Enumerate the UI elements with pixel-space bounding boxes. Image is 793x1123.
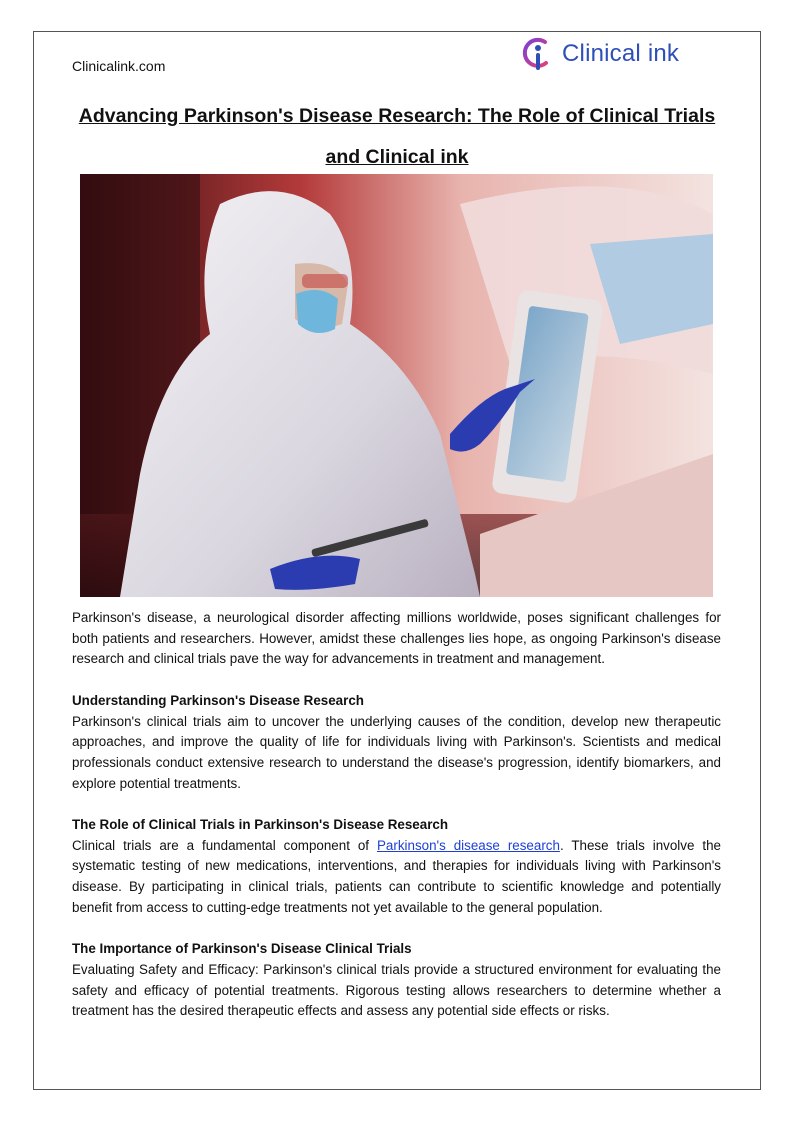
section-heading: Understanding Parkinson's Disease Research bbox=[72, 692, 364, 708]
paragraph-text: . These trials involve the systematic testing of new medications, interventions, and therapies for individuals living with Parkinson's disease. By participating in clinical trials, patients can contribute to scientific knowledge and potentially benefit from access to cutting-edge treatments not yet available to the general population. bbox=[72, 837, 721, 915]
parkinsons-research-link[interactable]: Parkinson's disease research bbox=[376, 837, 560, 853]
paragraph-text: Clinical trials are a fundamental component of bbox=[72, 837, 377, 853]
clinical-ink-logo-icon bbox=[522, 36, 554, 72]
page-title: Advancing Parkinson's Disease Research: The Role of Clinical Trials and Clinical ink bbox=[78, 105, 716, 168]
section-heading: The Importance of Parkinson's Disease Clinical Trials bbox=[72, 941, 412, 957]
site-url: Clinicalink.com bbox=[72, 58, 166, 74]
hero-image bbox=[80, 174, 713, 597]
intro-paragraph: Parkinson's disease, a neurological disorder affecting millions worldwide, poses significant challenges for both patients and researchers. However, amidst these challenges lies hope, as ongoing Parkinson's disease research and clinical trials pave the way for advancements in treatment and management. bbox=[72, 610, 721, 667]
section-heading: The Role of Clinical Trials in Parkinson's Disease Research bbox=[72, 817, 449, 832]
brand-logo[interactable] bbox=[522, 36, 679, 72]
article-body bbox=[72, 608, 721, 1043]
section-paragraph: Parkinson's clinical trials aim to uncover the underlying causes of the condition, develop new therapeutic approaches, and improve the quality of life for individuals living with Parkinson's. Scientists and medical professionals conduct extensive research to understand the disease's progression, identify biomarkers, and explore potential treatments. bbox=[72, 713, 721, 791]
section-paragraph: Evaluating Safety and Efficacy: Parkinson's clinical trials provide a structured environment for evaluating the safety and efficacy of potential treatments. Rigorous testing allows researchers to determine whether a treatment has the desired therapeutic effects and assess any potential side effects or risks. bbox=[72, 961, 721, 1019]
logo-text: Clinical ink bbox=[562, 40, 680, 67]
section-paragraph bbox=[72, 836, 721, 919]
researcher-hazmat-suit-image bbox=[80, 174, 713, 597]
